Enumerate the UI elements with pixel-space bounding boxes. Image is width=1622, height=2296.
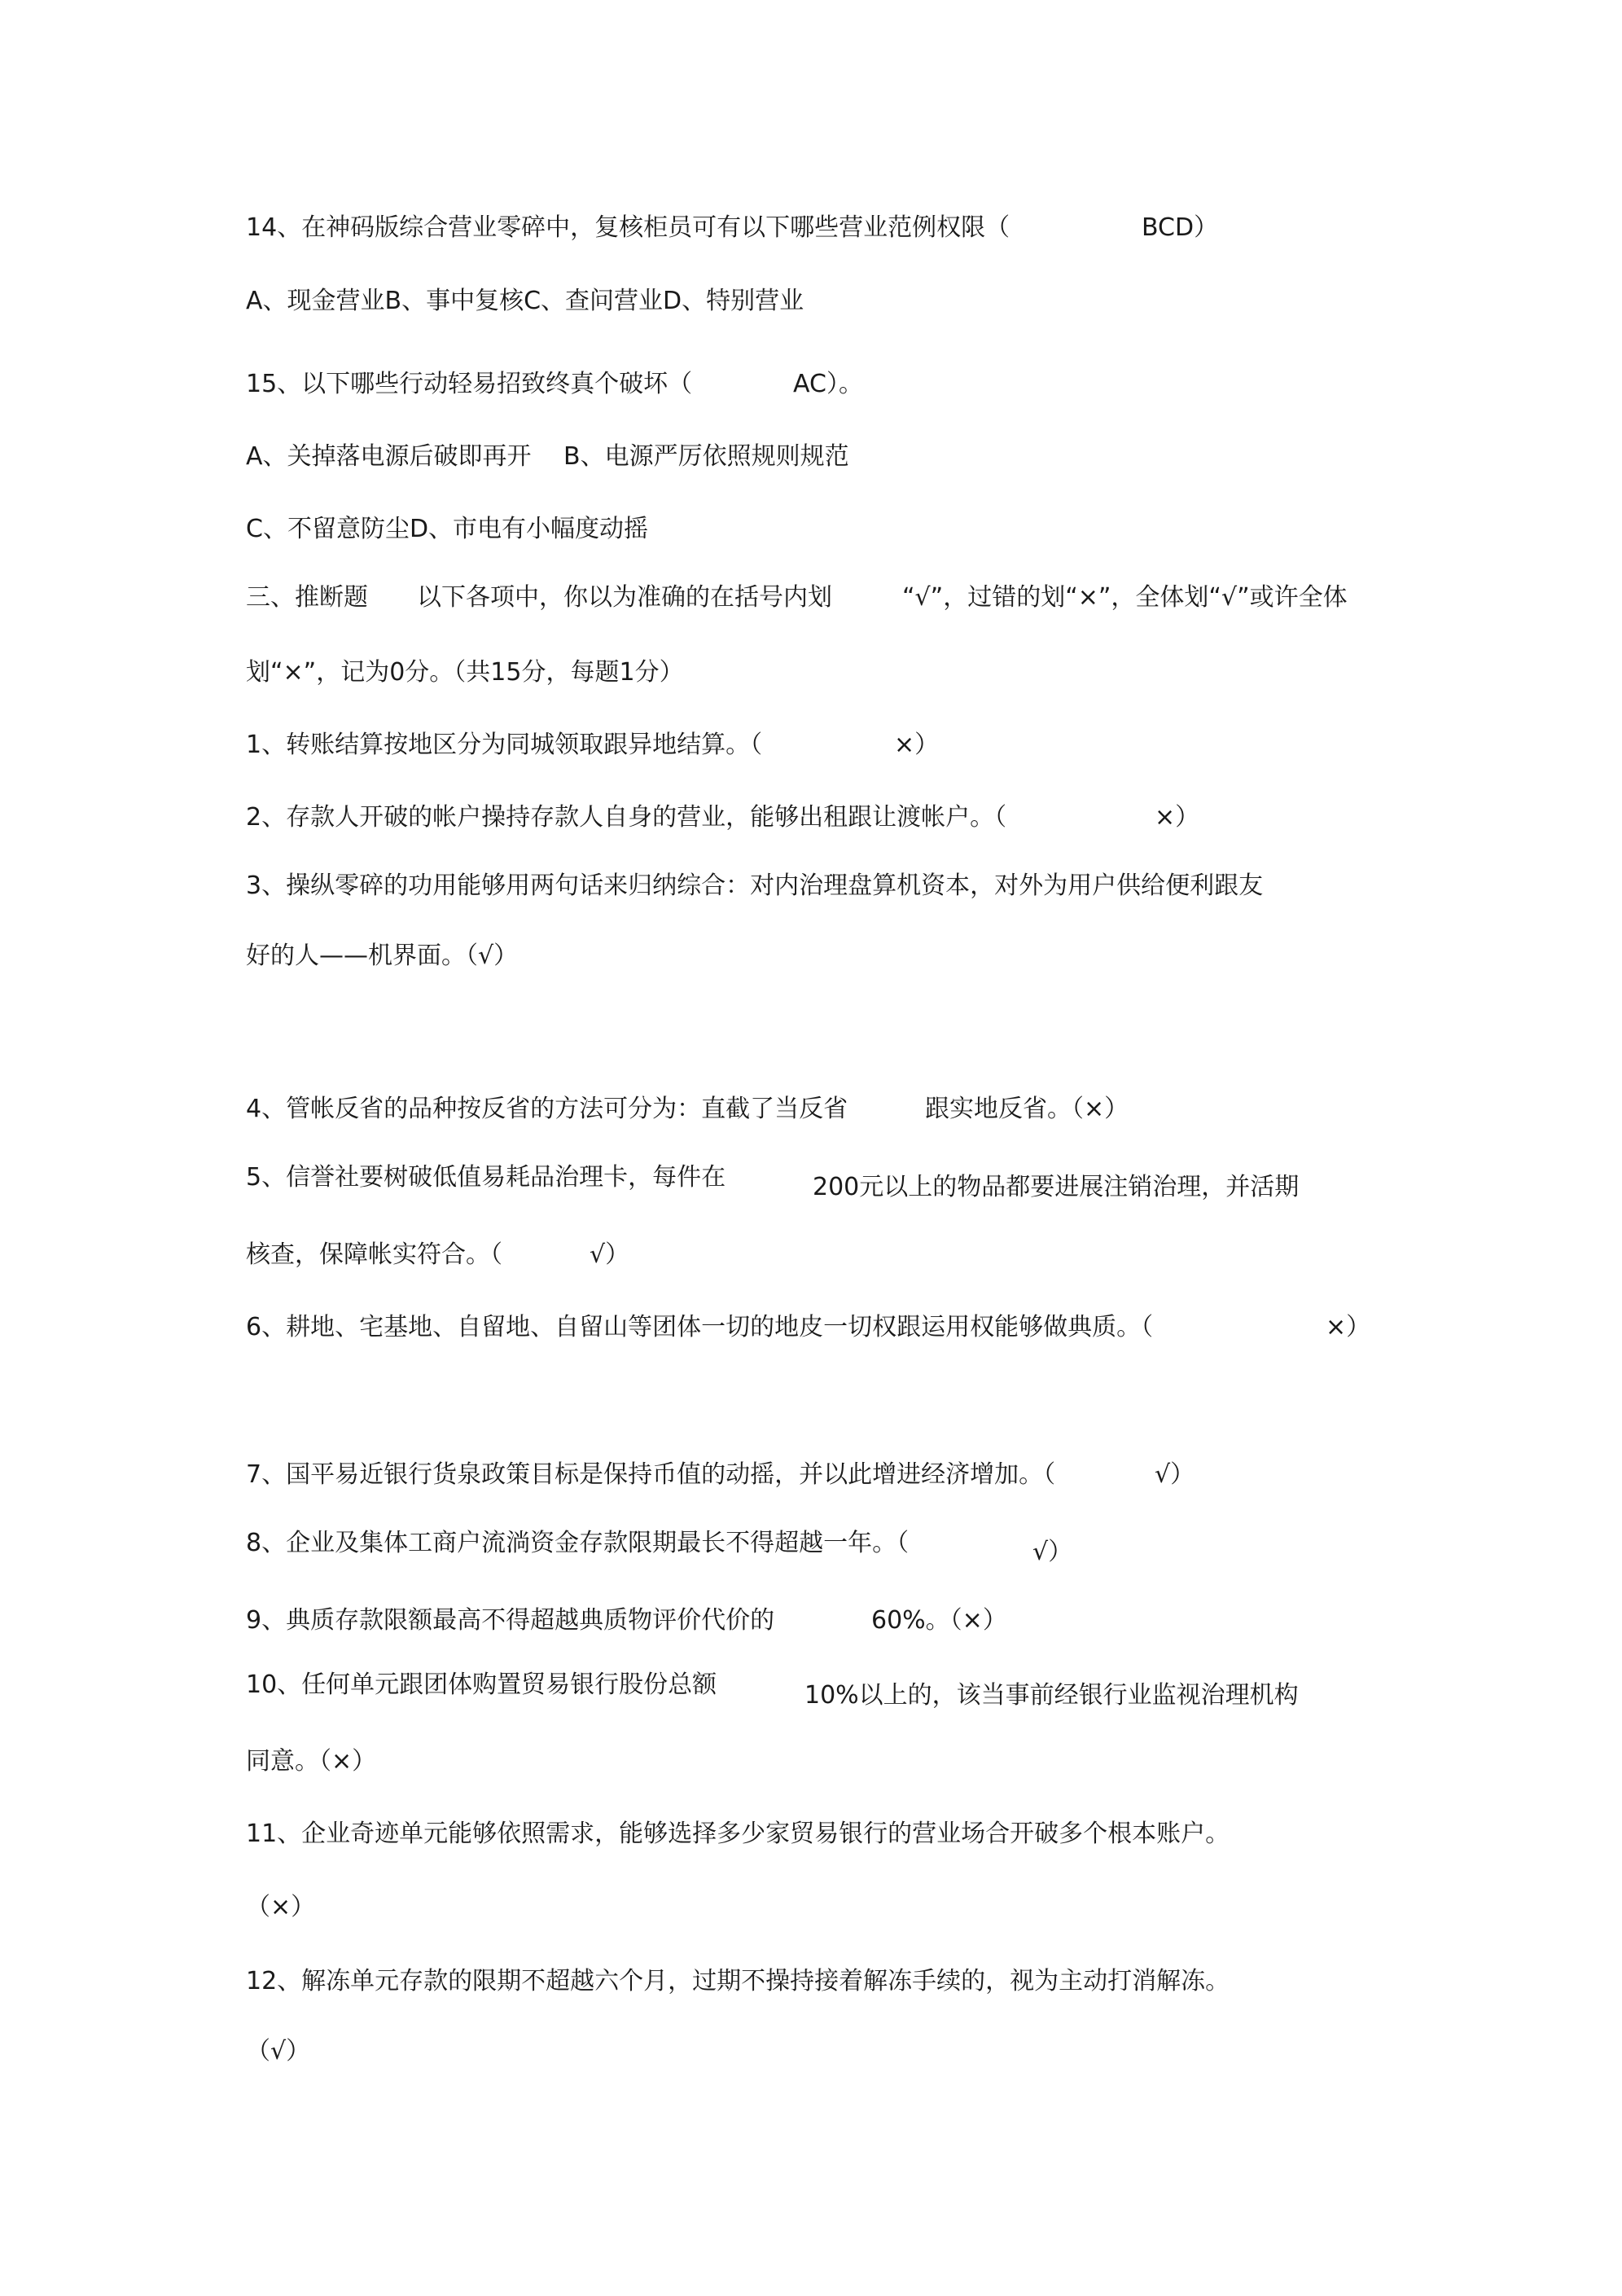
judge-10: [246, 1669, 717, 1701]
section-3-instruction: [417, 582, 832, 614]
instruction-text: 划“×”，记为0分。（共15分，每题1分）: [246, 658, 684, 687]
judge-9-cont: [871, 1605, 1007, 1637]
judge-5-answer: [590, 1239, 629, 1271]
statement-text: 12、解冻单元存款的限期不超越六个月，过期不操持接着解冻手续的，视为主动打消解冻。: [246, 1967, 1230, 1995]
judge-8: [246, 1527, 909, 1560]
answer-text: （√）: [246, 2037, 311, 2066]
question-15-options-1b: [563, 441, 849, 473]
judge-6: [246, 1311, 1153, 1344]
answer-text: ×）: [894, 731, 940, 759]
judge-9: [246, 1605, 774, 1637]
answer-text: ×）: [1326, 1313, 1371, 1341]
judge-11-answer: [246, 1891, 315, 1924]
answer-text: （×）: [246, 1893, 316, 1921]
statement-text: 60%。（×）: [871, 1606, 1007, 1635]
judge-5-line-2: [246, 1239, 502, 1271]
statement-text: 6、耕地、宅基地、自留地、自留山等团体一切的地皮一切权跟运用权能够做典质。（: [246, 1313, 1154, 1341]
judge-5: [246, 1161, 726, 1194]
options-text: A、现金营业B、事中复核C、查问营业D、特别营业: [246, 287, 804, 315]
statement-text: 3、操纵零碎的功用能够用两句话来归纳综合：对内治理盘算机资本，对外为用户供给便利跟友: [246, 871, 1264, 900]
question-15: [246, 368, 692, 401]
judge-12: [246, 1965, 1230, 1998]
judge-6-answer: [1326, 1311, 1370, 1344]
judge-4-cont: [925, 1093, 1129, 1126]
statement-text: 8、企业及集体工商户流淌资金存款限期最长不得超越一年。（: [246, 1529, 910, 1557]
judge-8-answer: [1032, 1536, 1072, 1569]
judge-7: [246, 1459, 1055, 1491]
statement-text: 200元以上的物品都要进展注销治理，并活期: [813, 1173, 1300, 1201]
option-b-text: B、电源严厉依照规则规范: [563, 442, 849, 471]
statement-text: 好的人——机界面。（√）: [246, 942, 519, 970]
question-14: [246, 212, 1010, 244]
question-15-options-1: [246, 441, 532, 473]
option-a-text: A、关掉落电源后破即再开: [246, 442, 532, 471]
section-3-instruction-2: [902, 582, 1348, 614]
instruction-text: “√”，过错的划“×”，全体划“√”或许全体: [902, 583, 1348, 612]
section-title: 三、推断题: [246, 583, 368, 612]
question-text: 14、在神码版综合营业零碎中，复核柜员可有以下哪些营业范例权限（: [246, 213, 1010, 242]
answer-text: √）: [590, 1240, 630, 1269]
judge-7-answer: [1155, 1459, 1195, 1491]
statement-text: 2、存款人开破的帐户操持存款人自身的营业，能够出租跟让渡帐户。（: [246, 803, 1007, 832]
answer-text: BCD）: [1142, 213, 1219, 242]
judge-10-cont: [804, 1679, 1299, 1712]
answer-text: √）: [1155, 1460, 1195, 1489]
judge-4: [246, 1093, 848, 1126]
statement-text: 10、任何单元跟团体购置贸易银行股份总额: [246, 1670, 717, 1699]
question-15-answer: [793, 368, 863, 401]
judge-11: [246, 1818, 1230, 1850]
answer-text: √）: [1032, 1538, 1073, 1566]
statement-text: 5、信誉社要树破低值易耗品治理卡，每件在: [246, 1163, 726, 1192]
question-14-options: [246, 285, 804, 318]
question-text: 15、以下哪些行动轻易招致终真个破坏（: [246, 370, 693, 398]
judge-2-answer: [1155, 801, 1199, 834]
statement-text: 1、转账结算按地区分为同城领取跟异地结算。（: [246, 731, 763, 759]
judge-10-line-2: [246, 1745, 376, 1778]
judge-3-cont: [246, 940, 518, 972]
statement-text: 同意。（×）: [246, 1747, 377, 1776]
answer-text: ×）: [1155, 803, 1200, 832]
statement-text: 11、企业奇迹单元能够依照需求，能够选择多少家贸易银行的营业场合开破多个根本账户。: [246, 1820, 1230, 1848]
statement-text: 4、管帐反省的品种按反省的方法可分为：直截了当反省: [246, 1095, 848, 1123]
statement-text: 9、典质存款限额最高不得超越典质物评价代价的: [246, 1606, 775, 1635]
instruction-text: 以下各项中，你以为准确的在括号内划: [417, 583, 832, 612]
judge-1: [246, 729, 762, 762]
statement-text: 7、国平易近银行货泉政策目标是保持币值的动摇，并以此增进经济增加。（: [246, 1460, 1056, 1489]
statement-text: 跟实地反省。（×）: [925, 1095, 1129, 1123]
judge-3: [246, 870, 1263, 902]
question-14-answer: [1142, 212, 1218, 244]
judge-2: [246, 801, 1006, 834]
answer-text: AC）。: [793, 370, 863, 398]
judge-5-cont: [813, 1171, 1299, 1204]
judge-1-answer: [894, 729, 939, 762]
question-15-options-2: [246, 513, 648, 546]
statement-text: 核查，保障帐实符合。（: [246, 1240, 502, 1269]
section-3-instruction-cont: [246, 656, 684, 689]
statement-text: 10%以上的，该当事前经银行业监视治理机构: [804, 1681, 1299, 1710]
section-3-heading: [246, 582, 368, 614]
options-text: C、不留意防尘D、市电有小幅度动摇: [246, 515, 649, 543]
judge-12-answer: [246, 2035, 310, 2068]
